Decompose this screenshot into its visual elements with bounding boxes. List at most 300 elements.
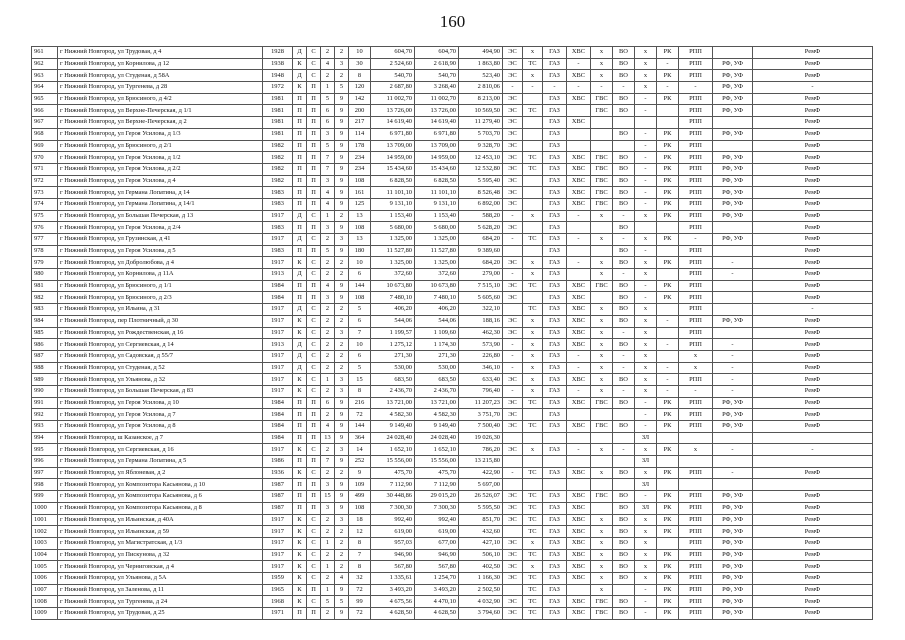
table-cell: П	[307, 105, 321, 117]
table-cell: х	[591, 374, 613, 386]
table-cell: П	[307, 421, 321, 433]
table-cell: Д	[293, 47, 307, 59]
table-cell: -	[567, 82, 591, 94]
table-cell: ХВС	[567, 467, 591, 479]
table-cell: х	[635, 362, 657, 374]
table-cell: -	[635, 128, 657, 140]
table-cell	[567, 128, 591, 140]
table-cell: ХВС	[567, 163, 591, 175]
table-cell: 7 112,90	[415, 479, 459, 491]
table-cell: -	[657, 374, 679, 386]
table-cell: 188,16	[459, 315, 503, 327]
table-cell: -	[635, 175, 657, 187]
table-cell	[523, 187, 543, 199]
table-cell: г Нижний Новгород, ул Ильинская, д 40А	[58, 514, 263, 526]
table-cell: ХВС	[567, 175, 591, 187]
table-cell: 5 680,00	[371, 222, 415, 234]
table-cell: 11 002,70	[371, 93, 415, 105]
table-cell	[523, 222, 543, 234]
table-cell: 3 794,60	[459, 608, 503, 620]
table-cell: РемФ	[753, 117, 873, 129]
table-row	[32, 117, 873, 129]
table-cell: -	[635, 397, 657, 409]
table-row	[32, 47, 873, 59]
table-cell: РемФ	[753, 397, 873, 409]
table-cell: 1983	[263, 222, 293, 234]
table-row	[32, 385, 873, 397]
table-cell: ТС	[523, 514, 543, 526]
table-cell: РПП	[679, 467, 713, 479]
table-cell	[503, 304, 523, 316]
table-cell: г Нижний Новгород, ул Грузинская, д 41	[58, 234, 263, 246]
table-cell: П	[293, 280, 307, 292]
table-cell: К	[293, 549, 307, 561]
table-cell: 4	[335, 572, 349, 584]
table-cell: ГАЗ	[543, 362, 567, 374]
table-cell	[753, 456, 873, 468]
table-cell: х	[591, 234, 613, 246]
table-cell: -	[657, 58, 679, 70]
table-cell: -	[679, 234, 713, 246]
table-cell: РемФ	[753, 549, 873, 561]
table-cell	[657, 479, 679, 491]
table-cell: х	[591, 304, 613, 316]
table-cell: х	[591, 47, 613, 59]
table-cell: ГАЗ	[543, 315, 567, 327]
table-cell: РФ, УФ	[713, 198, 753, 210]
table-cell: 6 828,50	[415, 175, 459, 187]
table-cell: РПП	[679, 596, 713, 608]
table-cell: РФ, УФ	[713, 210, 753, 222]
table-cell: П	[293, 456, 307, 468]
table-cell: 9	[335, 584, 349, 596]
table-cell: 13	[349, 234, 371, 246]
table-cell: 1 174,30	[415, 339, 459, 351]
table-cell: ЭС	[503, 409, 523, 421]
table-cell: -	[567, 257, 591, 269]
table-cell: г Нижний Новгород, ул Германа Лопатина, д 14/1	[58, 198, 263, 210]
table-cell: х	[635, 561, 657, 573]
table-cell: ТС	[523, 467, 543, 479]
table-cell: 1982	[263, 163, 293, 175]
table-cell: К	[293, 82, 307, 94]
table-cell: 981	[32, 280, 58, 292]
table-cell: -	[613, 269, 635, 281]
table-cell: Д	[293, 234, 307, 246]
table-cell: г Нижний Новгород, ул Трудовая, д 25	[58, 608, 263, 620]
table-cell: 3	[321, 292, 335, 304]
table-row	[32, 245, 873, 257]
table-cell: 15	[321, 491, 335, 503]
table-cell: ТС	[523, 596, 543, 608]
table-cell: 530,00	[371, 362, 415, 374]
table-row	[32, 526, 873, 538]
table-cell: 29 015,20	[415, 491, 459, 503]
table-cell: ГАЗ	[543, 257, 567, 269]
table-cell: ГВС	[591, 175, 613, 187]
table-cell: -	[503, 350, 523, 362]
table-cell: П	[293, 222, 307, 234]
table-cell: 1	[321, 374, 335, 386]
table-cell: РемФ	[753, 409, 873, 421]
table-cell: 24 028,40	[371, 432, 415, 444]
table-cell: РПП	[679, 222, 713, 234]
table-cell: П	[293, 245, 307, 257]
table-cell: ЭС	[503, 549, 523, 561]
table-cell: 968	[32, 128, 58, 140]
table-cell: ТС	[523, 549, 543, 561]
table-cell: 108	[349, 502, 371, 514]
table-cell: 986	[32, 339, 58, 351]
table-cell: 683,50	[415, 374, 459, 386]
table-cell: 2	[321, 304, 335, 316]
table-cell: ЭС	[503, 128, 523, 140]
table-cell: РФ, УФ	[713, 561, 753, 573]
table-cell: П	[307, 117, 321, 129]
table-cell: 7 480,10	[371, 292, 415, 304]
table-cell: ЭС	[503, 117, 523, 129]
table-cell: 1986	[263, 456, 293, 468]
table-cell: 1917	[263, 385, 293, 397]
table-cell: ВО	[613, 572, 635, 584]
table-cell: П	[293, 117, 307, 129]
table-cell: К	[293, 315, 307, 327]
table-cell: П	[307, 128, 321, 140]
table-cell: 1 325,00	[371, 257, 415, 269]
table-cell: 1982	[263, 152, 293, 164]
table-cell: 978	[32, 245, 58, 257]
table-cell: 987	[32, 350, 58, 362]
table-cell: 9	[335, 128, 349, 140]
table-cell	[503, 456, 523, 468]
table-cell: РемФ	[753, 269, 873, 281]
table-cell	[713, 479, 753, 491]
table-cell: ГАЗ	[543, 561, 567, 573]
table-cell: Д	[293, 350, 307, 362]
table-cell: 2	[335, 362, 349, 374]
table-cell	[567, 245, 591, 257]
table-cell: РФ, УФ	[713, 572, 753, 584]
table-cell: РФ, УФ	[713, 596, 753, 608]
table-cell: 1913	[263, 339, 293, 351]
table-cell: Д	[293, 362, 307, 374]
table-cell: РПП	[679, 152, 713, 164]
table-cell: С	[307, 374, 321, 386]
table-cell: 406,20	[371, 304, 415, 316]
table-row	[32, 198, 873, 210]
table-cell: 9	[335, 608, 349, 620]
table-row	[32, 572, 873, 584]
table-cell	[543, 479, 567, 491]
table-cell: 6	[321, 397, 335, 409]
table-row	[32, 339, 873, 351]
table-cell: ГАЗ	[543, 584, 567, 596]
table-cell: ГВС	[591, 397, 613, 409]
table-cell: 1938	[263, 58, 293, 70]
table-cell: 995	[32, 444, 58, 456]
table-cell: 15	[349, 374, 371, 386]
table-cell: 432,60	[459, 526, 503, 538]
table-cell: 540,70	[371, 70, 415, 82]
table-cell: 364	[349, 432, 371, 444]
table-cell	[657, 117, 679, 129]
table-cell: С	[307, 304, 321, 316]
table-cell	[613, 432, 635, 444]
table-cell: ТС	[523, 234, 543, 246]
table-cell: ЭС	[503, 514, 523, 526]
table-cell	[567, 432, 591, 444]
table-cell: г Нижний Новгород, ул Корнилова, д 12	[58, 58, 263, 70]
table-cell: П	[293, 140, 307, 152]
table-cell: ГАЗ	[543, 526, 567, 538]
table-cell: ГВС	[591, 105, 613, 117]
table-cell: х	[591, 526, 613, 538]
table-cell: ТС	[523, 397, 543, 409]
table-cell: 5 595,50	[459, 502, 503, 514]
table-cell: ГАЗ	[543, 198, 567, 210]
table-cell: 99	[349, 596, 371, 608]
table-cell: -	[713, 467, 753, 479]
table-cell: РПП	[679, 70, 713, 82]
table-cell: 6 892,00	[459, 198, 503, 210]
table-cell	[567, 456, 591, 468]
table-cell: С	[307, 526, 321, 538]
table-cell	[523, 198, 543, 210]
table-cell: х	[635, 269, 657, 281]
table-cell: РК	[657, 70, 679, 82]
table-cell: РемФ	[753, 152, 873, 164]
table-cell: ХВС	[567, 198, 591, 210]
table-cell: 962	[32, 58, 58, 70]
table-cell: 3	[321, 502, 335, 514]
table-cell: Д	[293, 304, 307, 316]
table-cell: х	[591, 549, 613, 561]
table-row	[32, 70, 873, 82]
table-cell: 499	[349, 491, 371, 503]
table-cell: г Нижний Новгород, ул Ильинская, д 59	[58, 526, 263, 538]
table-cell	[591, 502, 613, 514]
table-cell: 2	[335, 210, 349, 222]
table-cell: -	[503, 82, 523, 94]
table-cell: РК	[657, 608, 679, 620]
table-cell: 1917	[263, 362, 293, 374]
table-cell: -	[753, 444, 873, 456]
table-row	[32, 257, 873, 269]
table-cell: -	[591, 82, 613, 94]
table-cell: П	[293, 421, 307, 433]
table-cell: ГАЗ	[543, 608, 567, 620]
table-cell: 7	[349, 327, 371, 339]
table-cell: 1948	[263, 70, 293, 82]
table-cell: 5 680,00	[415, 222, 459, 234]
table-cell: РФ, УФ	[713, 187, 753, 199]
table-cell: 1 166,30	[459, 572, 503, 584]
table-cell: 161	[349, 187, 371, 199]
table-cell: 4	[321, 58, 335, 70]
table-cell: С	[307, 362, 321, 374]
table-cell: 1984	[263, 421, 293, 433]
table-cell	[679, 432, 713, 444]
table-cell: ТС	[523, 491, 543, 503]
table-cell: 8	[349, 537, 371, 549]
table-cell: ВО	[613, 175, 635, 187]
table-cell: ХВС	[567, 549, 591, 561]
table-cell: РемФ	[753, 58, 873, 70]
table-cell: ГАЗ	[543, 210, 567, 222]
table-cell: ГАЗ	[543, 491, 567, 503]
table-cell	[591, 140, 613, 152]
table-cell: 946,90	[371, 549, 415, 561]
table-cell	[657, 432, 679, 444]
table-cell: К	[293, 584, 307, 596]
table-cell: ХВС	[567, 47, 591, 59]
table-cell: ТС	[523, 105, 543, 117]
table-cell: РПП	[679, 140, 713, 152]
table-cell: ЗЛ	[635, 502, 657, 514]
table-cell: ГВС	[591, 187, 613, 199]
table-cell: ХВС	[567, 561, 591, 573]
table-cell: К	[293, 257, 307, 269]
table-cell: 1	[321, 584, 335, 596]
table-cell: 1917	[263, 350, 293, 362]
table-cell: РФ, УФ	[713, 163, 753, 175]
table-cell: х	[591, 210, 613, 222]
table-cell: 19 026,30	[459, 432, 503, 444]
table-cell: П	[293, 187, 307, 199]
table-cell: -	[523, 82, 543, 94]
table-cell: х	[635, 339, 657, 351]
table-cell: ЭС	[503, 222, 523, 234]
table-cell: 234	[349, 163, 371, 175]
table-row	[32, 467, 873, 479]
table-cell: 1004	[32, 549, 58, 561]
table-cell: 530,00	[415, 362, 459, 374]
table-cell: ЭС	[503, 198, 523, 210]
table-cell: 2	[335, 467, 349, 479]
table-cell: 5 703,70	[459, 128, 503, 140]
table-cell: х	[635, 467, 657, 479]
table-cell: ВО	[613, 397, 635, 409]
table-cell: ТС	[523, 421, 543, 433]
table-cell: 346,10	[459, 362, 503, 374]
table-cell	[713, 47, 753, 59]
table-cell: 30 448,86	[371, 491, 415, 503]
table-cell: 9	[335, 491, 349, 503]
table-cell: г Нижний Новгород, ул Брюсиного, д 2/3	[58, 292, 263, 304]
table-cell: РемФ	[753, 374, 873, 386]
table-cell: РК	[657, 93, 679, 105]
table-cell: г Нижний Новгород, ул Героя Усилова, д 2/4	[58, 222, 263, 234]
table-cell	[591, 245, 613, 257]
table-cell: х	[635, 47, 657, 59]
table-cell: -	[613, 362, 635, 374]
table-cell: г Нижний Новгород, ул Брюсиного, д 2/1	[58, 140, 263, 152]
table-cell	[523, 117, 543, 129]
table-cell: 2	[321, 47, 335, 59]
table-cell: 24 028,40	[415, 432, 459, 444]
table-cell	[713, 280, 753, 292]
table-row	[32, 152, 873, 164]
table-cell: РемФ	[753, 350, 873, 362]
table-cell: 14 959,00	[371, 152, 415, 164]
table-cell: г Нижний Новгород, ш Казанское, д 7	[58, 432, 263, 444]
table-cell: Д	[293, 269, 307, 281]
table-row	[32, 584, 873, 596]
table-cell	[567, 222, 591, 234]
table-cell: С	[307, 572, 321, 584]
table-cell: ВО	[613, 128, 635, 140]
table-cell: 2	[321, 572, 335, 584]
table-cell: 7	[321, 163, 335, 175]
table-cell: РПП	[679, 175, 713, 187]
table-cell	[753, 479, 873, 491]
table-cell: 3	[335, 327, 349, 339]
table-cell: 684,20	[459, 257, 503, 269]
table-cell: С	[307, 385, 321, 397]
table-cell: 9 389,60	[459, 245, 503, 257]
table-cell: 200	[349, 105, 371, 117]
table-cell: 4 582,30	[371, 409, 415, 421]
table-cell: 1981	[263, 128, 293, 140]
table-cell: РПП	[679, 502, 713, 514]
table-cell: 8	[349, 561, 371, 573]
table-cell: -	[635, 421, 657, 433]
table-cell: РК	[657, 210, 679, 222]
table-cell: Д	[293, 70, 307, 82]
table-cell: х	[523, 374, 543, 386]
table-cell: г Нижний Новгород, ул Композитора Касьянова, д 6	[58, 491, 263, 503]
table-cell: 5	[321, 596, 335, 608]
table-cell: С	[307, 234, 321, 246]
table-cell: ХВС	[567, 304, 591, 316]
table-cell: 967	[32, 117, 58, 129]
table-cell: ГАЗ	[543, 47, 567, 59]
table-cell: ВО	[613, 187, 635, 199]
table-cell: 322,10	[459, 304, 503, 316]
table-cell	[657, 245, 679, 257]
table-cell: х	[635, 514, 657, 526]
table-cell: 523,40	[459, 70, 503, 82]
table-cell: П	[307, 456, 321, 468]
table-cell: 13 726,00	[371, 105, 415, 117]
table-cell: РК	[657, 280, 679, 292]
table-cell: 997	[32, 467, 58, 479]
table-cell: г Нижний Новгород, ул Большая Печерская, д 13	[58, 210, 263, 222]
table-cell: -	[503, 339, 523, 351]
table-cell: х	[523, 47, 543, 59]
table-cell	[713, 140, 753, 152]
table-cell: РемФ	[753, 47, 873, 59]
table-row	[32, 444, 873, 456]
table-cell: 142	[349, 93, 371, 105]
table-row	[32, 432, 873, 444]
table-cell: РПП	[679, 537, 713, 549]
table-cell: ГАЗ	[543, 58, 567, 70]
table-cell: РемФ	[753, 608, 873, 620]
table-cell: ВО	[613, 70, 635, 82]
table-cell: 9 328,70	[459, 140, 503, 152]
table-cell: 427,10	[459, 537, 503, 549]
table-cell: П	[307, 409, 321, 421]
table-cell: -	[613, 327, 635, 339]
table-cell: х	[635, 526, 657, 538]
table-cell: ТС	[523, 584, 543, 596]
table-cell	[613, 584, 635, 596]
table-row	[32, 105, 873, 117]
table-cell: 3 493,20	[371, 584, 415, 596]
table-cell	[657, 327, 679, 339]
table-cell	[613, 117, 635, 129]
